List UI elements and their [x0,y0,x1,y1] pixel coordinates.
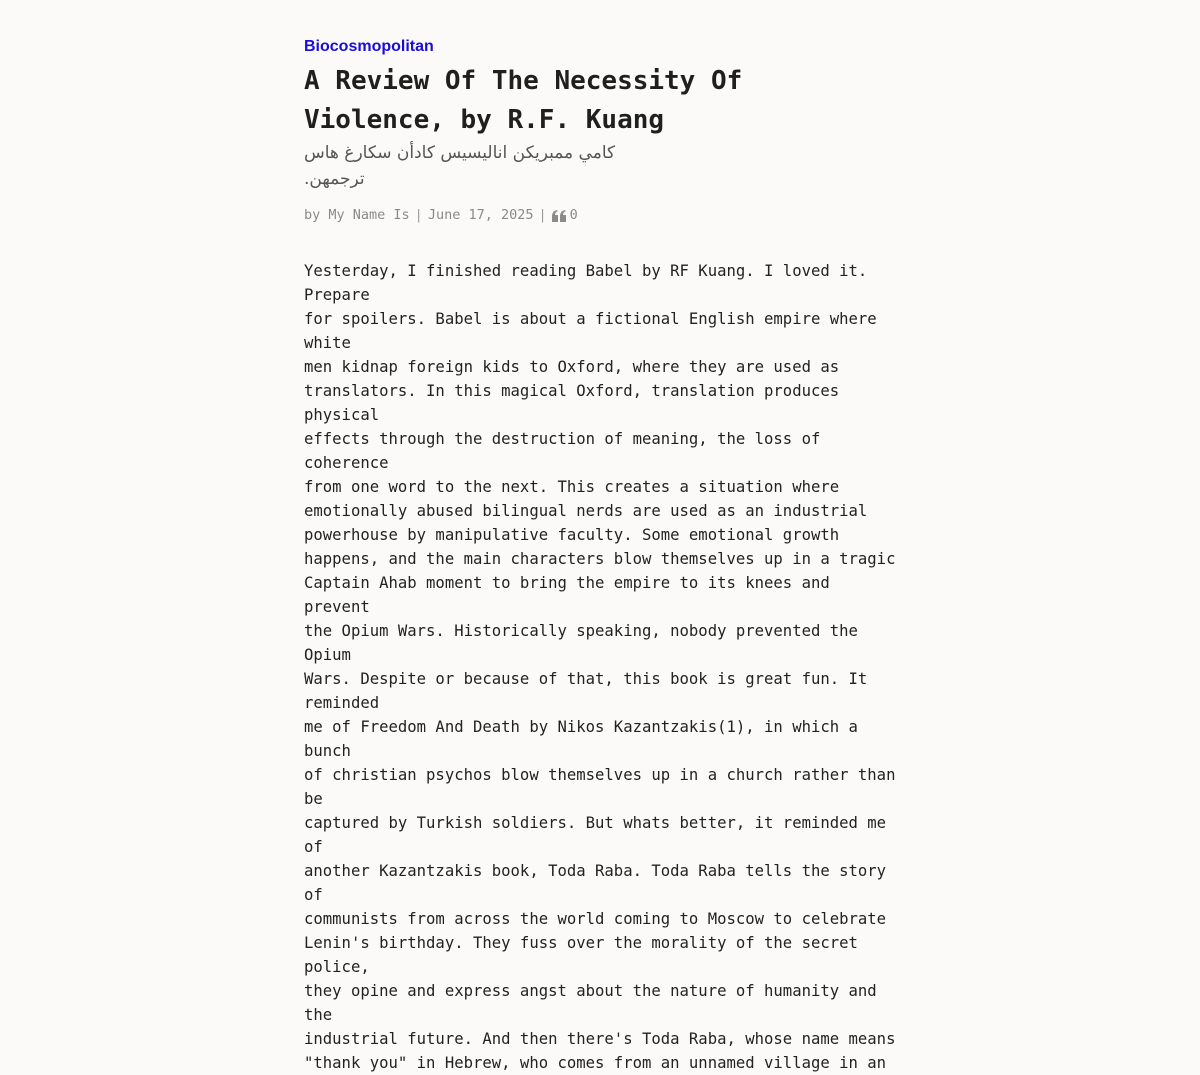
quote-icon[interactable] [552,209,566,221]
post-author-link[interactable]: by My Name Is [304,207,410,223]
post-date: June 17, 2025 [427,207,534,223]
comments-count[interactable]: 0 [569,207,578,223]
article [304,36,904,1075]
post-subtitle: كامي ممبريكن اناليسيس كادأن سكارغ هاس ترجمهن. [304,143,616,189]
meta-separator: | [538,207,547,223]
site-name-link[interactable]: Biocosmopolitan [304,38,434,55]
post-title: A Review Of The Necessity Of Violence, by R.F. Kuang [304,66,743,135]
post-meta [304,206,904,224]
meta-separator: | [414,207,423,223]
post-body: Yesterday, I finished reading Babel by RF Kuang. I loved it. Prepare for spoilers. Babel is about a fictional English empire where white men kidnap foreign kids to Oxford, where they are used as translators. In this magical Oxford, translation produces physical effects through the destruction of meaning, the loss of coherence from one word to the next. This creates a situation where emotionally abused bilingual nerds are used as an industrial powerhouse by manipulative faculty. Some emotional growth happens, and the main characters blow themselves up in a tragic Captain Ahab moment to bring the empire to its knees and prevent the Opium Wars. Historically speaking, nobody prevented the Opium Wars. Despite or because of that, this book is great fun. It reminded me of Freedom And Death by Nikos Kazantzakis(1), in which a bunch of christian psychos blow themselves up in a church rather than be captured by Turkish soldiers. But whats better, it reminded me of another Kazantzakis book, Toda Raba. Toda Raba tells the story of communists from across the world coming to Moscow to celebrate Lenin's birthday. They fuss over the morality of the secret police, they opine and express angst about the nature of humanity and the industrial future. And then there's Toda Raba, whose name means "thank you" in Hebrew, who comes from an unnamed village in an [304,262,896,1072]
